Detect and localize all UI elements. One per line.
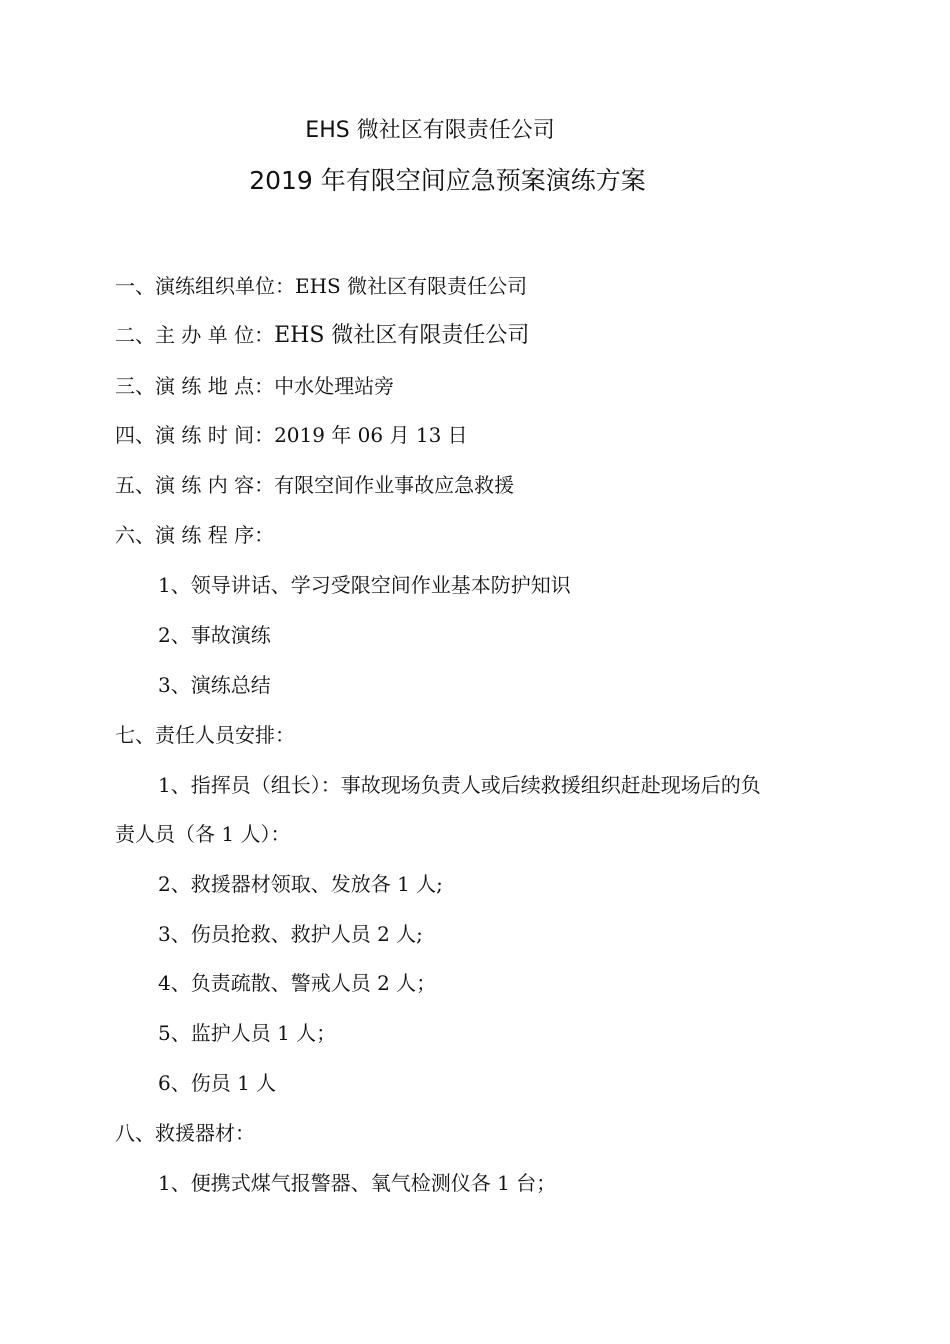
procedure-step-3: 3、演练总结 <box>158 673 271 697</box>
personnel-2: 2、救援器材领取、发放各 1 人; <box>158 872 443 896</box>
item-organizer: 一、演练组织单位：EHS 微社区有限责任公司 <box>115 274 528 298</box>
item-procedure: 六、演 练 程 序： <box>115 523 275 547</box>
personnel-5: 5、监护人员 1 人； <box>158 1021 337 1045</box>
personnel-4: 4、负责疏散、警戒人员 2 人； <box>158 971 437 995</box>
item-host-unit <box>115 321 529 350</box>
plan-title: 2019 年有限空间应急预案演练方案 <box>249 166 646 195</box>
item-location: 三、演 练 地 点：中水处理站旁 <box>115 374 395 398</box>
personnel-1-line-2: 责人员（各 1 人）： <box>115 822 291 846</box>
personnel-6: 6、伤员 1 人 <box>158 1071 277 1095</box>
company-title: EHS 微社区有限责任公司 <box>305 118 555 143</box>
host-unit-value: EHS 微社区有限责任公司 <box>274 323 530 348</box>
item-content: 五、演 练 内 容：有限空间作业事故应急救援 <box>115 473 515 497</box>
personnel-3: 3、伤员抢救、救护人员 2 人; <box>158 922 423 946</box>
equipment-1: 1、便携式煤气报警器、氧气检测仪各 1 台； <box>158 1171 557 1195</box>
personnel-1-line-1: 1、指挥员（组长）：事故现场负责人或后续救援组织赶赴现场后的负 <box>158 773 761 797</box>
item-time: 四、演 练 时 间：2019 年 06 月 13 日 <box>115 423 468 447</box>
procedure-step-1: 1、领导讲话、学习受限空间作业基本防护知识 <box>158 573 571 597</box>
item-personnel: 七、责任人员安排： <box>115 723 295 747</box>
host-unit-label: 二、主 办 单 位： <box>115 323 275 347</box>
procedure-step-2: 2、事故演练 <box>158 623 271 647</box>
item-equipment: 八、救援器材： <box>115 1121 255 1145</box>
